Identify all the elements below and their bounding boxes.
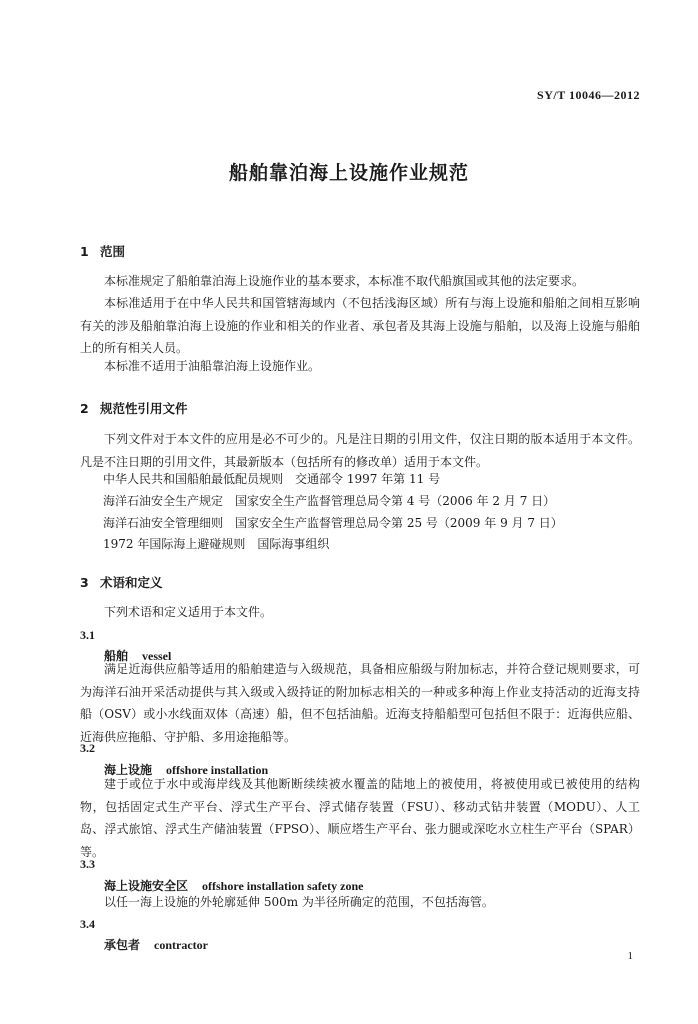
section-1-paragraph-2: 本标准适用于在中华人民共和国管辖海域内（不包括浅海区域）所有与海上设施和船舶之间相互影响有关的涉及船舶靠泊海上设施的作业和相关的作业者、承包者及其海上设施与船舶，以及海上设施与船舶上的所有相关人员。	[80, 296, 640, 355]
section-2-title: 规范性引用文件	[100, 401, 188, 416]
term-zh: 船舶	[104, 649, 129, 663]
reference-item: 1972 年国际海上避碰规则 国际海事组织	[103, 537, 330, 551]
term-zh: 海上设施安全区	[104, 879, 189, 893]
section-2-number: 2	[80, 401, 89, 416]
term-zh: 承包者	[104, 938, 141, 952]
term-definition: 建于或位于水中或海岸线及其他断断续续被水覆盖的陆地上的被使用，将被使用或已被使用的结构物，包括固定式生产平台、浮式生产平台、浮式储存装置（FSU）、移动式钻井装置（MODU）、人工岛、浮式旅馆、浮式生产储油装置（FPSO）、顺应塔生产平台、张力腿或深吃水立柱生产平台（SPAR）等。	[80, 777, 640, 859]
term-number: 3.4	[80, 917, 95, 931]
term-definition: 以任一海上设施的外轮廓延伸 500m 为半径所确定的范围，不包括海管。	[104, 895, 494, 909]
reference-item: 中华人民共和国船舶最低配员规则 交通部令 1997 年第 11 号	[103, 472, 441, 486]
document-title: 船舶靠泊海上设施作业规范	[228, 162, 469, 184]
section-1-heading	[80, 242, 125, 260]
reference-item: 海洋石油安全生产规定 国家安全生产监督管理总局令第 4 号（2006 年 2 月 7 日）	[103, 494, 556, 508]
term-number: 3.2	[80, 741, 95, 755]
section-1-paragraph-1: 本标准规定了船舶靠泊海上设施作业的基本要求，本标准不取代船旗国或其他的法定要求。	[104, 274, 585, 288]
section-1-title: 范围	[100, 244, 126, 259]
term-en: offshore installation	[166, 763, 269, 777]
section-1-paragraph-3: 本标准不适用于油船靠泊海上设施作业。	[104, 359, 321, 373]
section-2-heading	[80, 399, 188, 417]
term-zh: 海上设施	[104, 763, 153, 777]
term-heading	[104, 936, 208, 953]
section-3-title: 术语和定义	[100, 575, 163, 590]
term-definition: 满足近海供应船等适用的船舶建造与入级规范，具备相应船级与附加标志，并符合登记规则要求，可为海洋石油开采活动提供与其入级或入级持证的附加标志相关的一种或多种海上作业支持活动的近海支持船（OSV）或小水线面双体（高速）船，但不包括油船。近海支持船船型可包括但不限于：近海供应船、近海供应拖船、守护船、多用途拖船等。	[80, 662, 640, 744]
term-en: contractor	[154, 938, 208, 952]
standard-number: SY/T 10046—2012	[537, 88, 640, 102]
section-2-intro: 下列文件对于本文件的应用是必不可少的。凡是注日期的引用文件，仅注日期的版本适用于本文件。凡是不注日期的引用文件，其最新版本（包括所有的修改单）适用于本文件。	[80, 432, 640, 469]
term-en: offshore installation safety zone	[202, 879, 364, 893]
term-number: 3.1	[80, 628, 95, 642]
section-3-heading	[80, 573, 163, 591]
page-number: 1	[627, 950, 633, 962]
section-3-intro: 下列术语和定义适用于本文件。	[104, 605, 273, 619]
reference-item: 海洋石油安全管理细则 国家安全生产监督管理总局令第 25 号（2009 年 9 月 7 日）	[103, 516, 563, 530]
term-en: vessel	[142, 649, 172, 663]
section-3-number: 3	[80, 575, 89, 590]
term-number: 3.3	[80, 857, 95, 871]
section-1-number: 1	[80, 244, 89, 259]
